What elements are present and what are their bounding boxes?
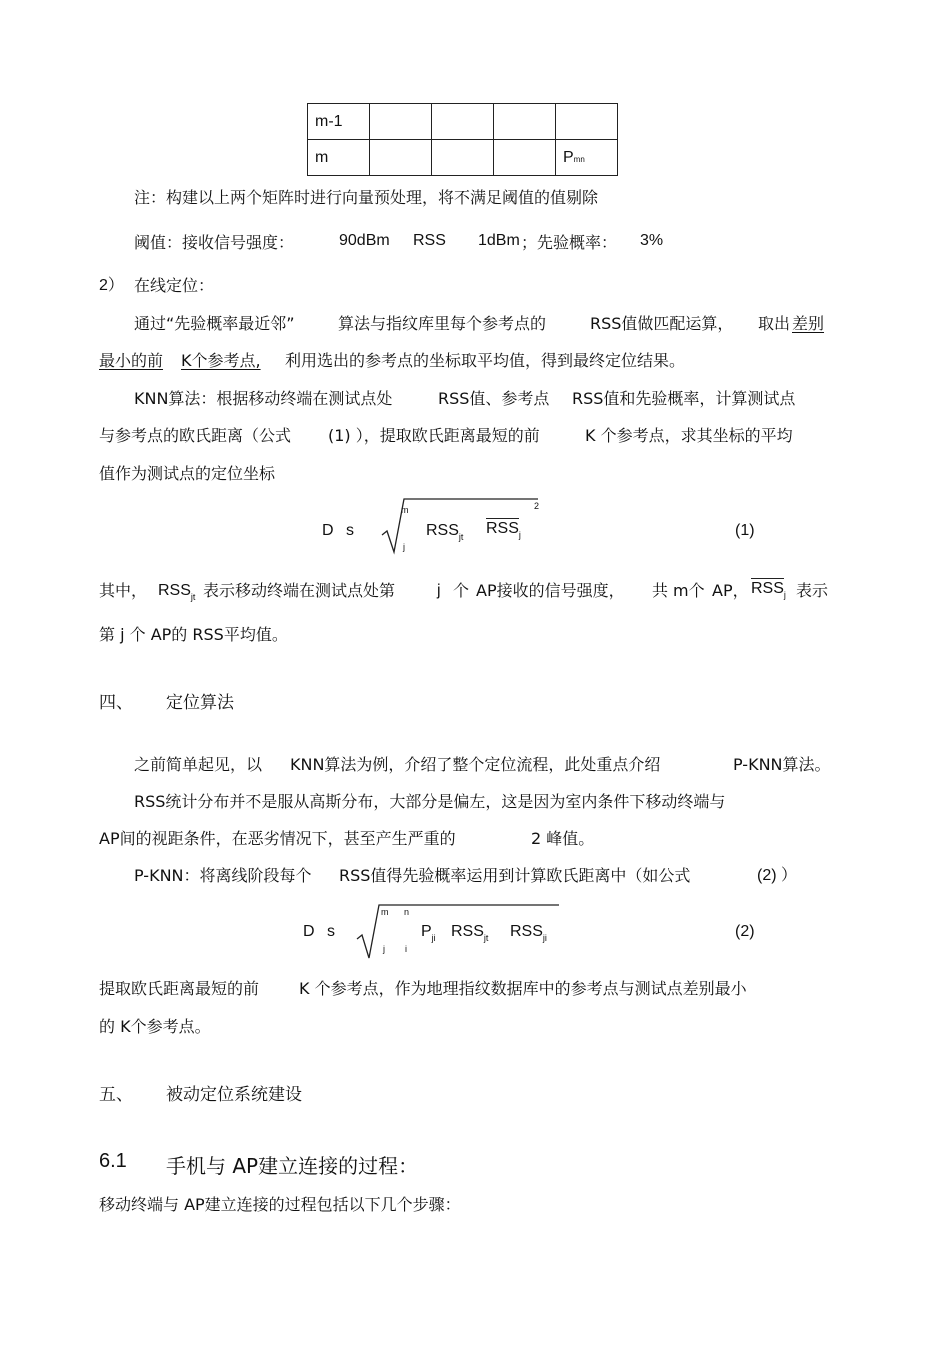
p2-text-g: 值作为测试点的定位坐标 [99, 464, 276, 483]
p3-text-h: 表示 [796, 581, 829, 600]
section-6-1-number: 6.1 [99, 1150, 127, 1172]
p1-underlined-b: 最小的前 [99, 351, 164, 370]
f2-p-ji: $P_{ji}$ [421, 923, 436, 943]
online-number: 2） [99, 277, 124, 294]
p2-text-b: RSS值、参考点 [438, 389, 550, 408]
p7-text-b: K 个参考点，作为地理指纹数据库中的参考点与测试点差别最小 [299, 979, 747, 998]
threshold-rss-symbol: RSS [413, 232, 446, 249]
threshold-rss-value: 90dBm [339, 232, 390, 249]
f2-s: s [327, 923, 335, 940]
p7-text-c: 的 K个参考点。 [99, 1017, 211, 1036]
p5-text-a: RSS统计分布并不是服从高斯分布，大部分是偏左，这是因为室内条件下移动终端与 [134, 792, 726, 811]
threshold-prob-value: 3% [640, 232, 664, 249]
p3-text-b: 表示移动终端在测试点处第 [203, 581, 396, 600]
p5-text-c: 2 峰值。 [531, 829, 595, 848]
p1-underlined-a: 差别 [792, 314, 825, 333]
p-subscript: mn [573, 154, 585, 164]
matrix-cell [432, 140, 494, 176]
p1-text-d: 取出 [758, 314, 791, 333]
f2-lhs: D [303, 923, 315, 940]
p1-text-b: 算法与指纹库里每个参考点的 [338, 314, 547, 333]
p6-text-b: RSS值得先验概率运用到计算欧氏距离中（如公式 [339, 866, 691, 885]
matrix-cell: m-1 [308, 104, 370, 140]
f1-upper-limit: m [401, 505, 409, 515]
section-4-title: 定位算法 [166, 693, 234, 713]
p3-text-d: AP接收的信号强度， [476, 581, 625, 600]
f2-rss-ji: $RSS_{ji}$ [510, 923, 547, 943]
threshold-sep: ；先验概率： [521, 233, 618, 252]
f2-lower-j: j [383, 944, 385, 954]
p3-rss-jt: $RSS_{jt}$ [158, 582, 196, 602]
section-4-number: 四、 [99, 693, 133, 713]
p2-text-c: RSS值和先验概率，计算测试点 [572, 389, 796, 408]
f2-upper-m: m [381, 907, 389, 917]
p3-text-e: 共 [652, 581, 669, 600]
p8-text: 移动终端与 AP建立连接的过程包括以下几个步骤： [99, 1195, 461, 1214]
p3-j: j [437, 582, 441, 599]
matrix-cell [370, 104, 432, 140]
threshold-rss-tolerance: 1dBm [478, 232, 520, 249]
p3-text-a: 其中， [99, 581, 148, 600]
p1-text-a: 通过“先验概率最近邻” [134, 314, 295, 333]
matrix-cell [432, 104, 494, 140]
p4-text-a: 之前简单起见，以 [134, 755, 263, 774]
matrix-cell [494, 104, 556, 140]
p3-text-f: m个 [673, 581, 705, 600]
p6-text-a: P-KNN：将离线阶段每个 [134, 866, 312, 885]
p2-text-e: (1) ），提取欧氏距离最短的前 [328, 426, 540, 445]
f1-lhs: D [322, 522, 334, 539]
p6-text-c: (2) ） [757, 867, 798, 884]
p1-underlined-c: K个参考点, [181, 351, 261, 370]
f1-s: s [346, 522, 354, 539]
f1-exponent: 2 [534, 501, 540, 511]
p3-rss-mean: $RSS_j$ [751, 580, 786, 600]
note-text: 注：构建以上两个矩阵时进行向量预处理，将不满足阈值的值剔除 [134, 188, 599, 207]
section-5-number: 五、 [99, 1085, 133, 1105]
p3-text-c: 个 [453, 581, 470, 600]
p3-text-i: 第 j 个 AP的 RSS平均值。 [99, 625, 288, 644]
table-row [308, 140, 618, 176]
matrix-cell: m [308, 140, 370, 176]
matrix-cell [370, 140, 432, 176]
p3-text-g: AP， [712, 581, 749, 600]
matrix-table [307, 103, 618, 176]
p4-text-b: KNN算法为例，介绍了整个定位流程，此处重点介绍 [290, 755, 661, 774]
p2-text-a: KNN算法：根据移动终端在测试点处 [134, 389, 393, 408]
f2-number: (2) [735, 923, 755, 940]
p-symbol: P [563, 148, 574, 166]
f2-lower-i: i [405, 944, 407, 954]
section-5-title: 被动定位系统建设 [166, 1085, 302, 1105]
p1-text-c: RSS值做匹配运算， [590, 314, 734, 333]
p1-text-e: 利用选出的参考点的坐标取平均值，得到最终定位结果。 [285, 351, 686, 370]
threshold-label: 阈值：接收信号强度： [134, 233, 295, 252]
f2-rss-jt: $RSS_{jt}$ [451, 923, 489, 943]
f1-lower-limit: j [403, 542, 405, 552]
p7-text-a: 提取欧氏距离最短的前 [99, 979, 260, 998]
f2-upper-n: n [404, 907, 410, 917]
online-title: 在线定位： [134, 276, 215, 295]
p2-text-f: K 个参考点，求其坐标的平均 [585, 426, 793, 445]
matrix-cell-pmn [556, 140, 618, 176]
f1-number: (1) [735, 522, 755, 539]
p2-text-d: 与参考点的欧氏距离（公式 [99, 426, 292, 445]
f1-term-rss-mean: $RSS_j$ [486, 520, 521, 540]
matrix-cell [494, 140, 556, 176]
p4-text-c: P-KNN算法。 [733, 755, 831, 774]
p5-text-b: AP间的视距条件，在恶劣情况下，甚至产生严重的 [99, 829, 456, 848]
f1-term-rss-jt: $RSS_{jt}$ [426, 522, 464, 542]
table-row [308, 104, 618, 140]
section-6-1-title: 手机与 AP建立连接的过程： [166, 1154, 419, 1178]
matrix-cell [556, 104, 618, 140]
